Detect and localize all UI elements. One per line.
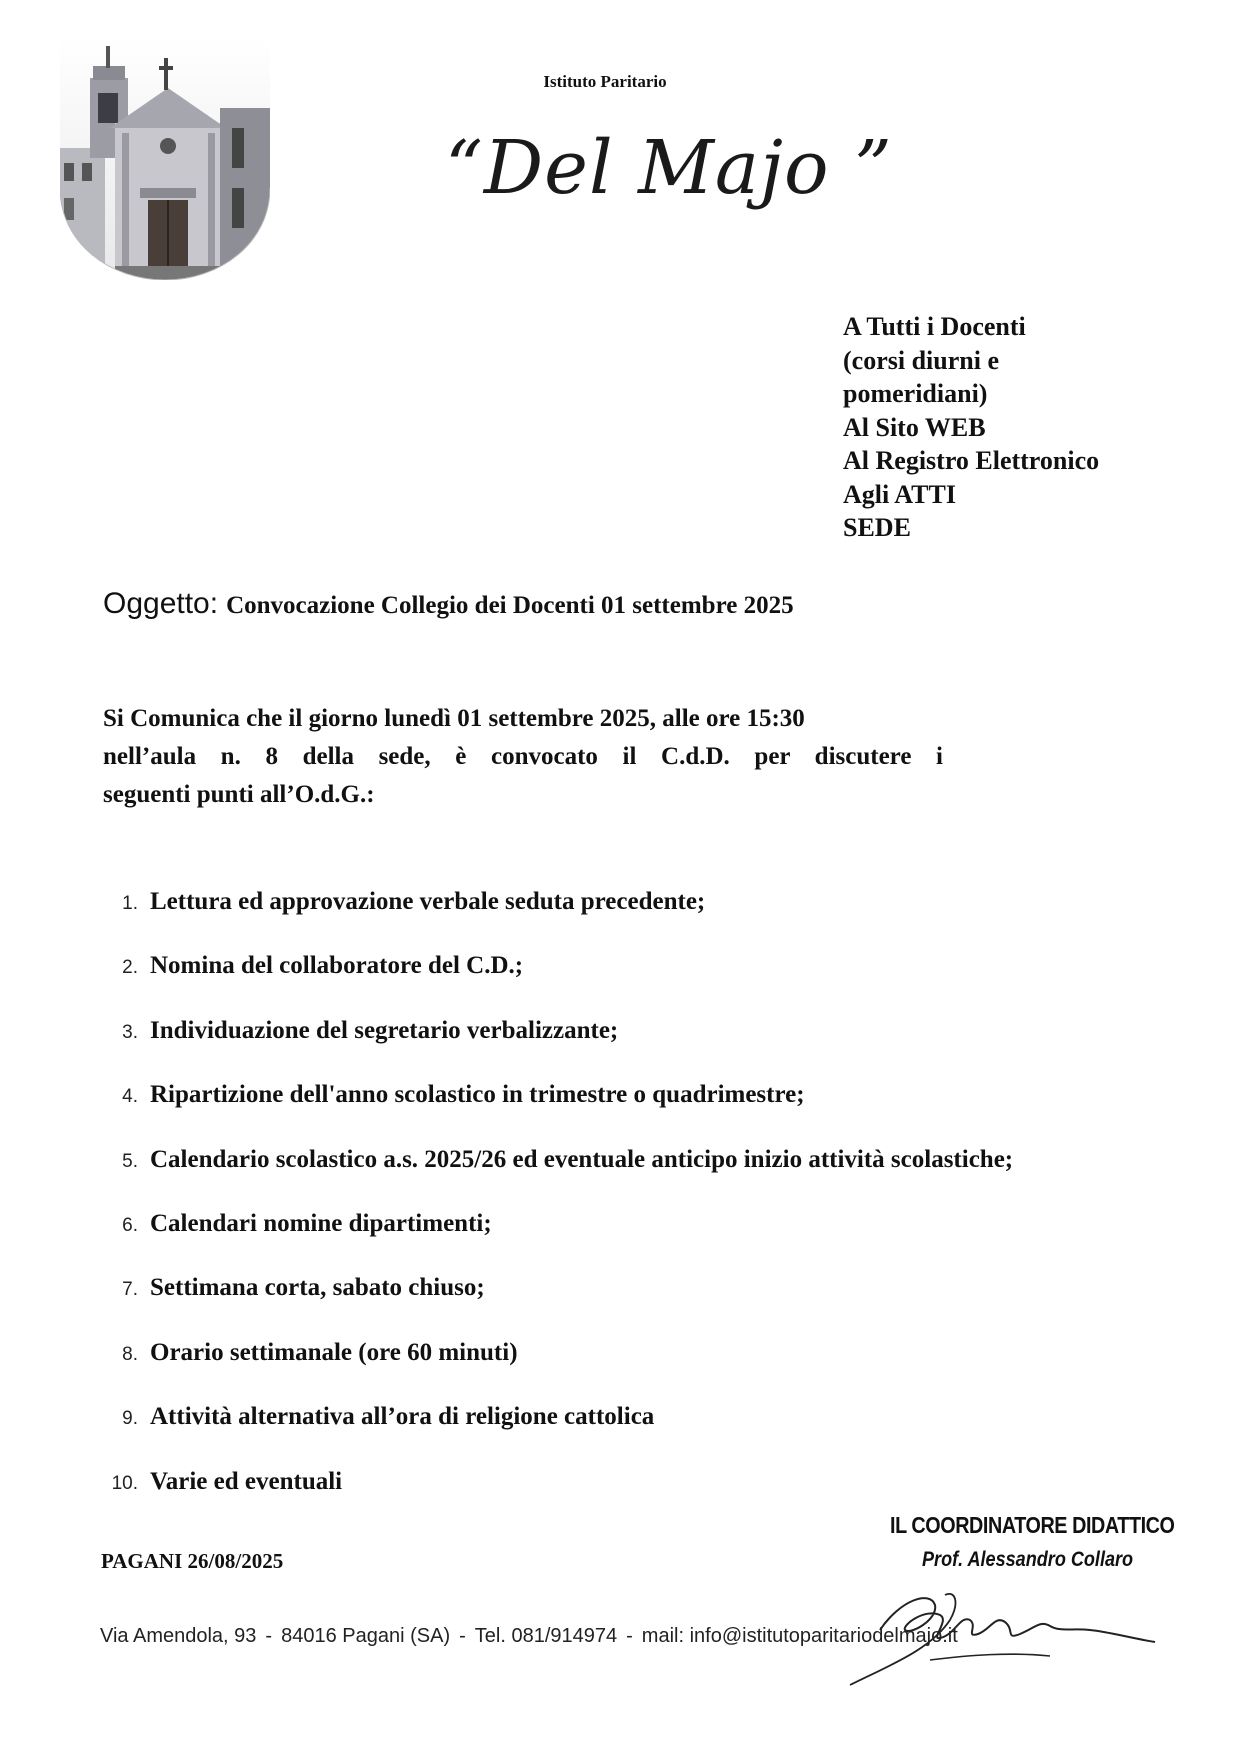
body-line: seguenti punti all’O.d.G.: <box>103 781 375 808</box>
recipient-line: (corsi diurni e <box>843 345 999 375</box>
footer-city: 84016 Pagani (SA) <box>281 1625 451 1647</box>
footer-address: Via Amendola, 93 <box>100 1625 257 1647</box>
agenda-text: Ripartizione dell'anno scolastico in trimestre o quadrimestre; <box>150 1081 805 1109</box>
agenda-item <box>100 888 1220 952</box>
agenda-item <box>100 952 1220 1016</box>
subject-line <box>103 587 1203 621</box>
agenda-number: 1. <box>122 893 138 914</box>
coordinator-name: Prof. Alessandro Collaro <box>922 1548 1134 1571</box>
recipient-line: pomeridiani) <box>843 379 988 408</box>
agenda-number: 7. <box>122 1279 138 1301</box>
agenda-item <box>100 1017 1220 1081</box>
agenda-number: 4. <box>122 1086 138 1108</box>
agenda-text: Nomina del collaboratore del C.D.; <box>150 952 524 980</box>
subject-label: Oggetto: <box>103 587 219 620</box>
church-logo <box>60 38 270 280</box>
recipient-line: A Tutti i Docenti <box>843 312 1026 341</box>
recipient-line: Agli ATTI <box>843 479 956 509</box>
agenda-text: Attività alternativa all’ora di religione cattolica <box>150 1403 655 1431</box>
agenda-item <box>100 1081 1220 1145</box>
footer-contacts: Via Amendola, 93 - 84016 Pagani (SA) - Tel. 081/914974 - mail: info@istitutoparitariodelmajo.it <box>100 1625 958 1647</box>
agenda-item <box>100 1210 1220 1274</box>
coordinator-title: IL COORDINATORE DIDATTICO <box>890 1512 1175 1538</box>
body-line: nell’aula n. 8 della sede, è convocato il C.d.D. per discutere i <box>103 743 943 770</box>
agenda-number: 2. <box>122 957 138 979</box>
agenda-number: 3. <box>122 1021 138 1043</box>
subject-text: Convocazione Collegio dei Docenti 01 settembre 2025 <box>226 592 794 619</box>
agenda-text: Calendari nomine dipartimenti; <box>150 1209 492 1237</box>
recipient-line: SEDE <box>843 513 911 542</box>
agenda-text: Settimana corta, sabato chiuso; <box>150 1274 485 1302</box>
agenda-number: 8. <box>122 1343 138 1365</box>
agenda-number: 10. <box>111 1472 138 1494</box>
agenda-number: 6. <box>122 1214 138 1236</box>
body-paragraph <box>103 700 943 814</box>
agenda-number: 9. <box>122 1408 138 1430</box>
agenda-text: Calendario scolastico a.s. 2025/26 ed eventuale anticipo inizio attività scolastiche; <box>150 1145 1014 1173</box>
recipient-line: Al Sito WEB <box>843 412 986 442</box>
recipients-block <box>843 310 1223 545</box>
agenda-item <box>100 1339 1220 1403</box>
agenda-text: Lettura ed approvazione verbale seduta precedente; <box>150 888 706 915</box>
institute-label: Istituto Paritario <box>543 72 667 91</box>
agenda-text: Individuazione del segretario verbalizzante; <box>150 1016 619 1044</box>
agenda-item <box>100 1146 1220 1210</box>
agenda-text: Varie ed eventuali <box>150 1467 343 1495</box>
recipient-line: Al Registro Elettronico <box>843 446 1100 475</box>
footer-email[interactable]: mail: info@istitutoparitariodelmajo.it <box>641 1625 958 1647</box>
body-line: Si Comunica che il giorno lunedì 01 settembre 2025, alle ore 15:30 <box>103 705 805 732</box>
agenda-item <box>100 1403 1220 1467</box>
place-date: PAGANI 26/08/2025 <box>101 1549 284 1573</box>
footer-phone: Tel. 081/914974 <box>474 1625 618 1647</box>
agenda-text: Orario settimanale (ore 60 minuti) <box>150 1338 518 1366</box>
agenda-list <box>100 888 1220 1532</box>
agenda-number: 5. <box>122 1150 138 1172</box>
agenda-item <box>100 1274 1220 1338</box>
institute-name: “Del Majo ” <box>445 125 893 211</box>
